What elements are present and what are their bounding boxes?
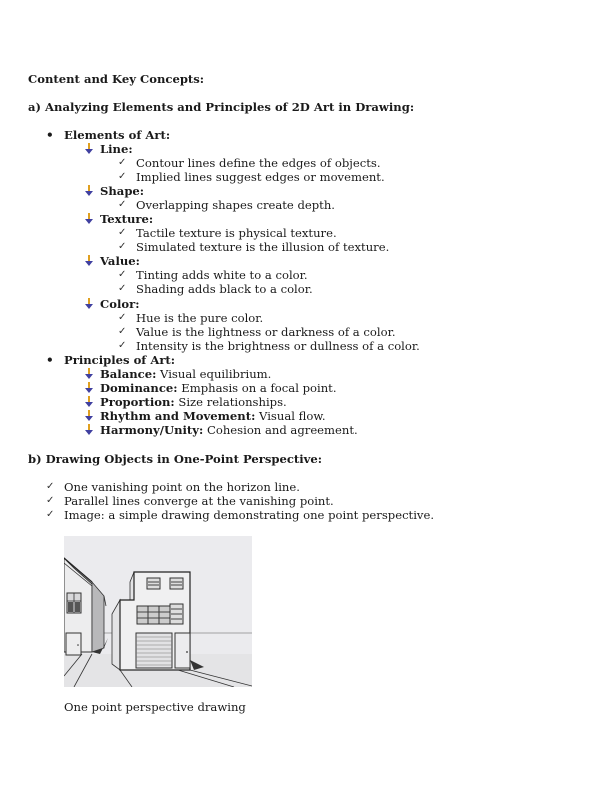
principle-term: Harmony/Unity: [100,423,204,437]
check-icon: ✓ [118,199,127,210]
principle-term: Dominance: [100,381,178,395]
arrow-bullet-icon [84,368,94,380]
arrow-bullet-icon [84,410,94,422]
section-b-title: b) Drawing Objects in One-Point Perspective: [28,452,323,466]
check-icon: ✓ [118,171,127,182]
arrow-bullet-icon [84,185,94,197]
perspective-point: Image: a simple drawing demonstrating one point perspective. [64,508,435,522]
principle-item [100,381,337,395]
check-icon: ✓ [118,269,127,280]
element-point: Overlapping shapes create depth. [136,198,335,212]
arrow-bullet-icon [84,298,94,310]
element-point: Simulated texture is the illusion of texture. [136,240,390,254]
check-icon: ✓ [118,157,127,168]
principle-desc: Visual flow. [255,409,326,423]
arrow-bullet-icon [84,213,94,225]
section-a-title: a) Analyzing Elements and Principles of 2D Art in Drawing: [28,100,415,114]
element-label-shape: Shape: [100,184,145,198]
check-icon: ✓ [46,481,55,492]
check-icon: ✓ [118,227,127,238]
arrow-bullet-icon [84,396,94,408]
perspective-drawing-svg [64,536,252,687]
check-icon: ✓ [118,340,127,351]
check-icon: ✓ [118,326,127,337]
principle-desc: Size relationships. [174,395,287,409]
element-point: Contour lines define the edges of objects. [136,156,381,170]
principles-label: Principles of Art: [64,353,176,367]
element-point: Shading adds black to a color. [136,282,313,296]
element-point: Hue is the pure color. [136,311,264,325]
element-label-line: Line: [100,142,133,156]
check-icon: ✓ [118,241,127,252]
principle-term: Proportion: [100,395,175,409]
principle-item [100,395,287,409]
principle-item [100,367,271,381]
element-label-value: Value: [100,254,140,268]
principle-term: Balance: [100,367,157,381]
element-point: Implied lines suggest edges or movement. [136,170,385,184]
principle-desc: Visual equilibrium. [156,367,272,381]
element-label-texture: Texture: [100,212,154,226]
element-point: Intensity is the brightness or dullness of a color. [136,339,420,353]
check-icon: ✓ [118,283,127,294]
perspective-point: One vanishing point on the horizon line. [64,480,300,494]
principle-desc: Emphasis on a focal point. [177,381,337,395]
figure-caption: One point perspective drawing [64,700,246,714]
perspective-drawing-image [64,536,252,687]
arrow-bullet-icon [84,143,94,155]
principle-desc: Cohesion and agreement. [203,423,358,437]
element-label-color: Color: [100,297,140,311]
element-point: Tinting adds white to a color. [136,268,308,282]
principle-term: Rhythm and Movement: [100,409,256,423]
element-point: Value is the lightness or darkness of a color. [136,325,396,339]
content-heading: Content and Key Concepts: [28,72,205,86]
check-icon: ✓ [46,509,55,520]
elements-label: Elements of Art: [64,128,171,142]
bullet-dot-icon: • [46,128,54,142]
arrow-bullet-icon [84,255,94,267]
check-icon: ✓ [46,495,55,506]
bullet-dot-icon: • [46,353,54,367]
principle-item [100,423,358,437]
arrow-bullet-icon [84,382,94,394]
element-point: Tactile texture is physical texture. [136,226,337,240]
principle-item [100,409,326,423]
check-icon: ✓ [118,312,127,323]
perspective-point: Parallel lines converge at the vanishing point. [64,494,334,508]
arrow-bullet-icon [84,424,94,436]
